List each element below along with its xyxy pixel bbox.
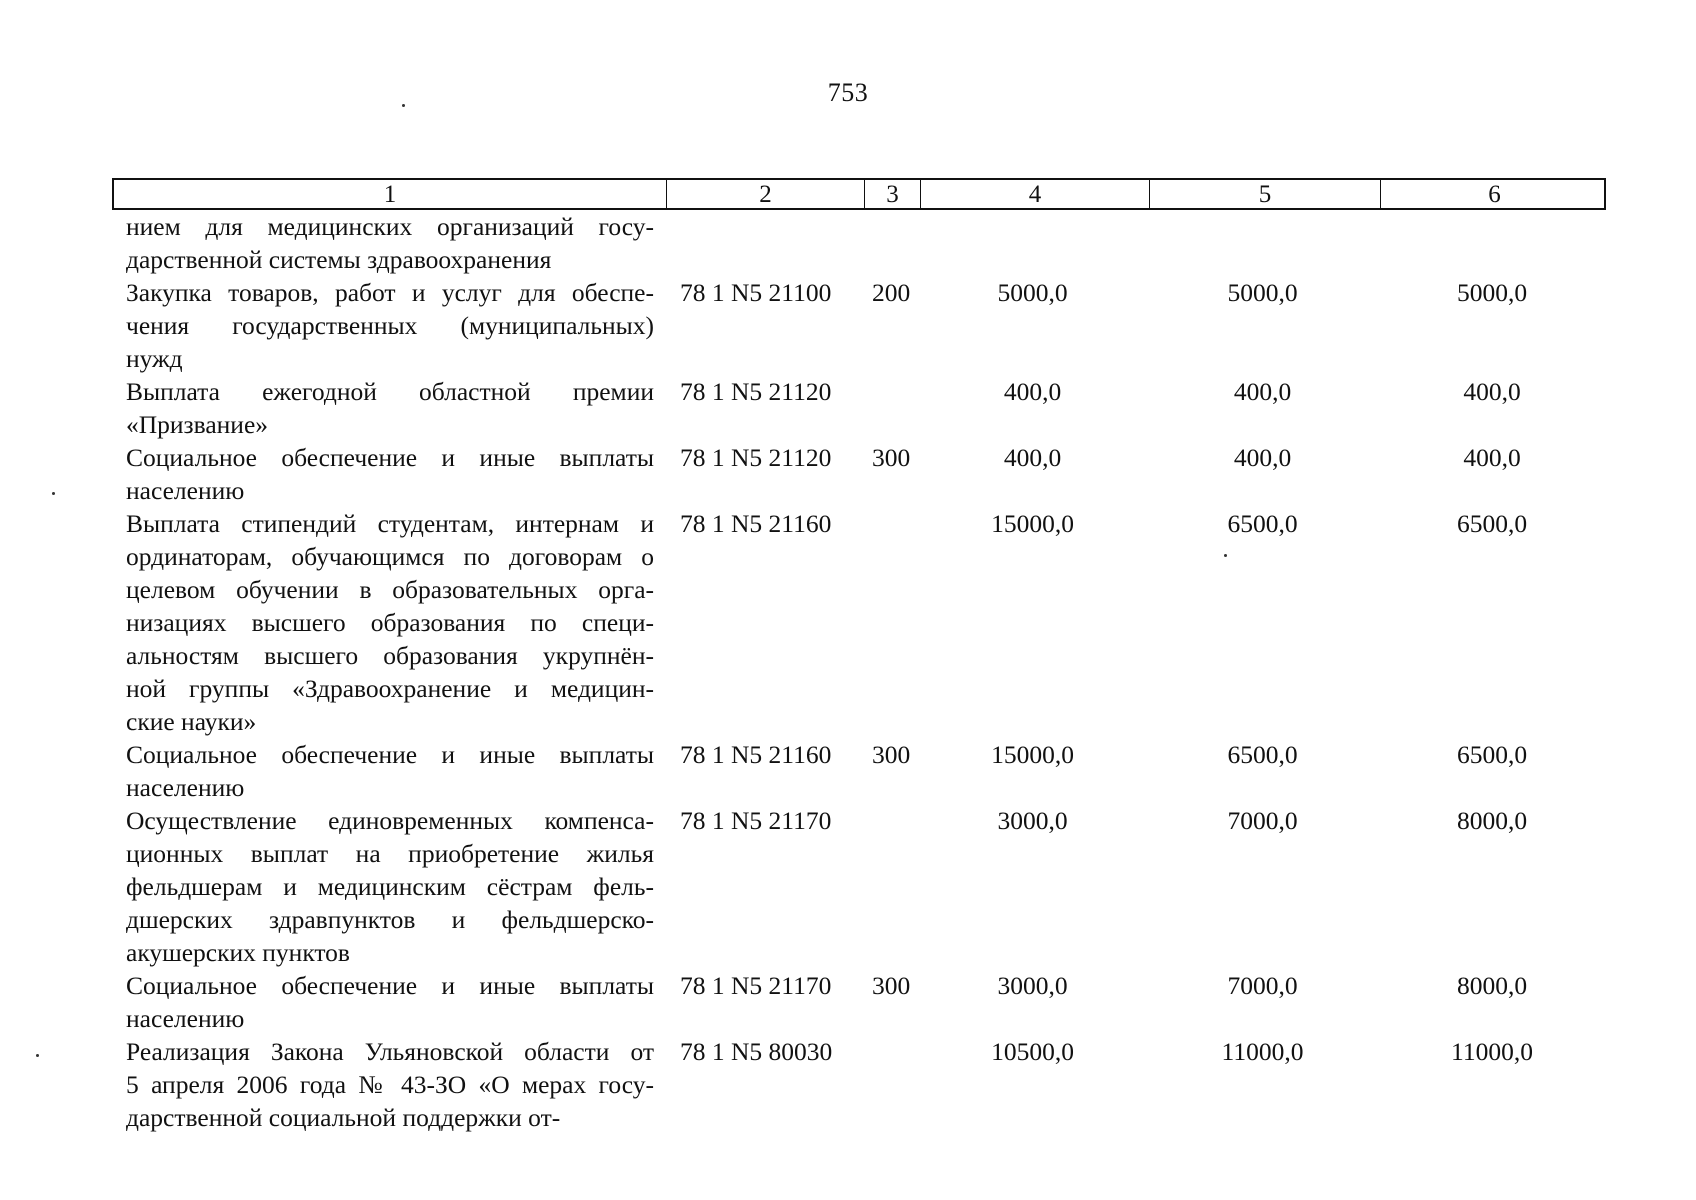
row-value-col-5: 6500,0	[1227, 509, 1298, 538]
row-expense-type	[862, 210, 918, 276]
row-value-col-5: 6500,0	[1227, 740, 1298, 769]
row-value-col-5: 400,0	[1233, 377, 1292, 406]
description-line: чения государственных (муниципальных)	[126, 311, 654, 340]
row-value-col-6: 400,0	[1463, 377, 1521, 406]
header-col-1: 1	[383, 181, 397, 208]
row-value-col-5: 7000,0	[1227, 806, 1298, 835]
row-expense-type	[862, 375, 918, 441]
description-line: населению	[126, 773, 245, 802]
row-description	[112, 507, 664, 738]
budget-table	[112, 178, 1606, 1134]
description-line: Осуществление единовременных компенса-	[126, 806, 654, 835]
description-line: ординаторам, обучающимся по договорам о	[126, 542, 654, 571]
row-value-col-5: 11000,0	[1221, 1037, 1304, 1066]
row-value-col-4: 5000,0	[997, 278, 1068, 307]
row-value-col-4: 3000,0	[997, 971, 1068, 1000]
description-line: дарственной социальной поддержки от-	[126, 1103, 561, 1132]
description-line: Выплата ежегодной областной премии	[126, 377, 654, 406]
row-description	[112, 1035, 664, 1134]
row-value-col-4: 15000,0	[991, 740, 1074, 769]
row-value-col-6	[1378, 210, 1606, 276]
row-target-code: 78 1 N5 21170	[680, 806, 832, 835]
description-line: низациях высшего образования по специ-	[126, 608, 654, 637]
table-row	[112, 738, 1606, 804]
table-row	[112, 441, 1606, 507]
row-value-col-6: 6500,0	[1456, 740, 1528, 769]
description-line: населению	[126, 1004, 245, 1033]
header-col-4: 4	[920, 180, 1149, 210]
row-description	[112, 738, 664, 804]
description-line: ционных выплат на приобретение жилья	[126, 839, 654, 868]
row-target-code	[664, 210, 862, 276]
row-value-col-5: 5000,0	[1227, 278, 1298, 307]
description-line: Социальное обеспечение и иные выплаты	[126, 443, 654, 472]
row-value-col-6: 5000,0	[1456, 278, 1528, 307]
row-target-code: 78 1 N5 21160	[680, 740, 832, 769]
description-line: Социальное обеспечение и иные выплаты	[126, 740, 654, 769]
header-col-2: 2	[666, 180, 864, 210]
row-value-col-6: 11000,0	[1451, 1037, 1533, 1066]
scan-speck	[1224, 554, 1227, 557]
row-value-col-4: 400,0	[1003, 377, 1062, 406]
header-col-3: 3	[864, 180, 920, 210]
row-expense-type: 200	[872, 278, 911, 307]
description-line: «Призвание»	[126, 410, 269, 439]
row-expense-type	[862, 804, 918, 969]
description-line: Реализация Закона Ульяновской области от	[126, 1037, 654, 1066]
row-value-col-4: 10500,0	[991, 1037, 1074, 1066]
scan-speck	[52, 492, 55, 495]
row-value-col-5	[1147, 210, 1378, 276]
row-description	[112, 441, 664, 507]
table-row	[112, 507, 1606, 738]
row-description	[112, 375, 664, 441]
table-row	[112, 969, 1606, 1035]
scan-speck	[402, 104, 405, 107]
row-description	[112, 969, 664, 1035]
row-value-col-6: 8000,0	[1456, 971, 1528, 1000]
description-line: дшерских здравпунктов и фельдшерско-	[126, 905, 654, 934]
row-target-code: 78 1 N5 21120	[680, 443, 832, 472]
description-line: альностям высшего образования укрупнён-	[126, 641, 654, 670]
table-row	[112, 1035, 1606, 1134]
table-row	[112, 804, 1606, 969]
row-value-col-4: 15000,0	[991, 509, 1074, 538]
row-value-col-6: 6500,0	[1456, 509, 1528, 538]
description-line: Выплата стипендий студентам, интернам и	[126, 509, 654, 538]
description-line: акушерских пунктов	[126, 938, 350, 967]
description-line: Социальное обеспечение и иные выплаты	[126, 971, 654, 1000]
row-target-code: 78 1 N5 80030	[680, 1037, 833, 1066]
row-value-col-4: 3000,0	[997, 806, 1068, 835]
row-value-col-4: 400,0	[1003, 443, 1062, 472]
table-row	[112, 210, 1606, 276]
row-target-code: 78 1 N5 21120	[680, 377, 832, 406]
table-body	[112, 210, 1606, 1134]
table-header	[112, 178, 1606, 210]
row-expense-type	[862, 1035, 918, 1134]
row-expense-type	[862, 507, 918, 738]
row-value-col-5: 400,0	[1233, 443, 1292, 472]
description-line: целевом обучении в образовательных орга-	[126, 575, 654, 604]
row-value-col-6: 400,0	[1463, 443, 1521, 472]
row-value-col-5: 7000,0	[1227, 971, 1298, 1000]
description-line: Закупка товаров, работ и услуг для обеспе-	[126, 278, 654, 307]
row-value-col-6: 8000,0	[1456, 806, 1528, 835]
row-expense-type: 300	[872, 740, 911, 769]
table-row	[112, 375, 1606, 441]
scan-speck	[36, 1054, 39, 1057]
row-target-code: 78 1 N5 21100	[680, 278, 832, 307]
row-target-code: 78 1 N5 21170	[680, 971, 832, 1000]
header-col-5: 5	[1149, 180, 1380, 210]
description-line: ной группы «Здравоохранение и медицин-	[126, 674, 654, 703]
table-row	[112, 276, 1606, 375]
description-line: ские науки»	[126, 707, 257, 736]
row-target-code: 78 1 N5 21160	[680, 509, 832, 538]
row-description	[112, 804, 664, 969]
description-line: фельдшерам и медицинским сёстрам фель-	[126, 872, 654, 901]
row-expense-type: 300	[872, 971, 911, 1000]
description-line: населению	[126, 476, 245, 505]
description-line: нужд	[126, 344, 183, 373]
description-line: 5 апреля 2006 года № 43-ЗО «О мерах госу-	[126, 1070, 654, 1099]
description-line: нием для медицинских организаций госу-	[126, 212, 654, 241]
row-description	[112, 276, 664, 375]
row-value-col-4	[918, 210, 1147, 276]
header-col-6: 6	[1380, 180, 1608, 210]
row-description	[112, 210, 664, 276]
description-line: дарственной системы здравоохранения	[126, 245, 552, 274]
row-expense-type: 300	[872, 443, 911, 472]
page-number: 753	[827, 78, 869, 107]
